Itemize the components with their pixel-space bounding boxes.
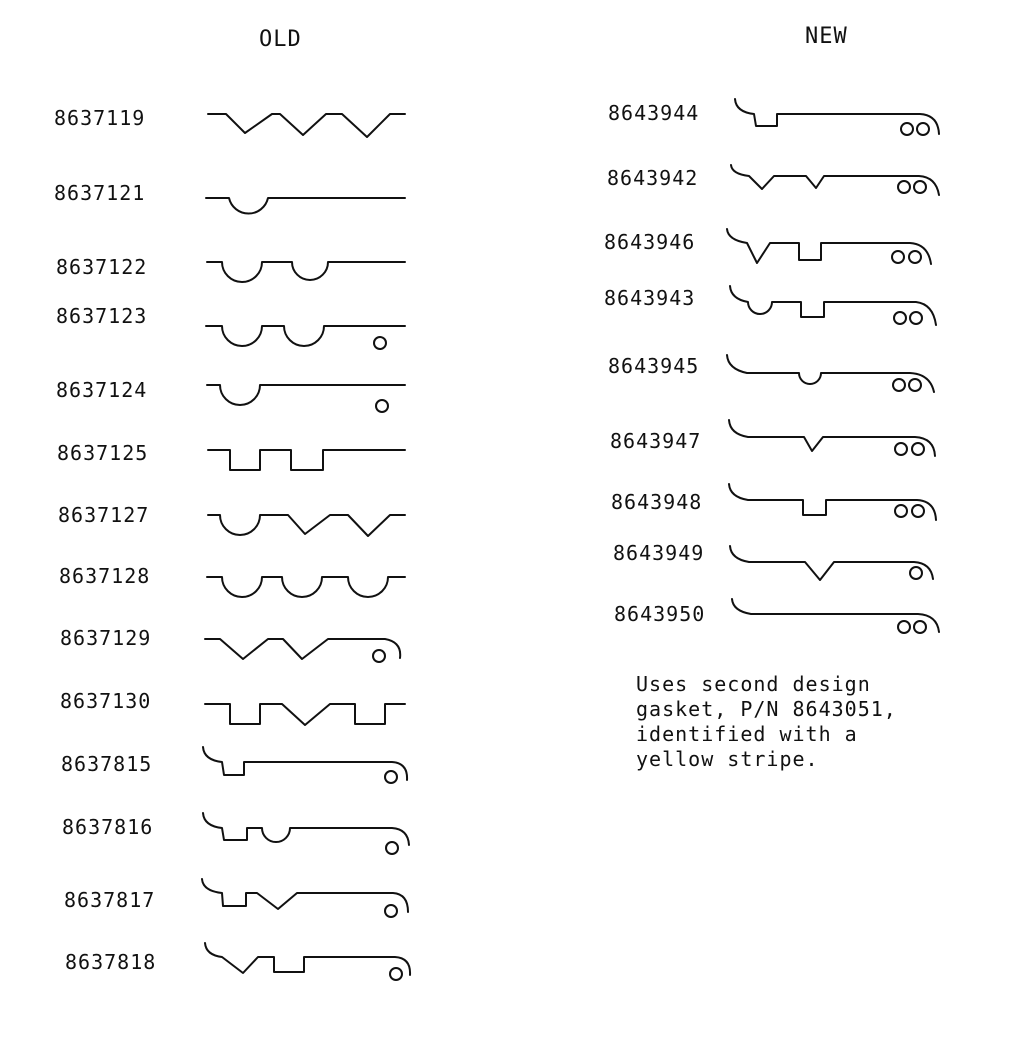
part-number-new-6: 8643947 <box>610 429 702 453</box>
part-number-old-2: 8637121 <box>54 181 146 205</box>
profile-new-8643949 <box>730 546 933 580</box>
part-number-old-3: 8637122 <box>56 255 148 279</box>
profile-old-8637128 <box>207 577 405 597</box>
part-number-old-10: 8637130 <box>60 689 152 713</box>
part-number-new-2: 8643942 <box>607 166 699 190</box>
part-number-old-14: 8637818 <box>65 950 157 974</box>
profile-new-8643944-dot-2 <box>917 123 929 135</box>
new-column-header: NEW <box>805 24 848 49</box>
part-number-old-4: 8637123 <box>56 304 148 328</box>
profile-new-8643943-dot-2 <box>910 312 922 324</box>
part-number-old-11: 8637815 <box>61 752 153 776</box>
part-number-old-7: 8637127 <box>58 503 150 527</box>
profile-new-8643944 <box>735 99 939 134</box>
part-number-new-1: 8643944 <box>608 101 700 125</box>
profile-new-8643945-dot-2 <box>909 379 921 391</box>
profile-new-8643942-dot-1 <box>898 181 910 193</box>
profile-new-8643947-dot-1 <box>895 443 907 455</box>
profile-old-8637121 <box>206 198 405 214</box>
part-number-new-7: 8643948 <box>611 490 703 514</box>
profile-new-8643945-dot-1 <box>893 379 905 391</box>
profile-new-8643950-dot-1 <box>898 621 910 633</box>
profile-old-8637129-dot <box>373 650 385 662</box>
part-number-new-3: 8643946 <box>604 230 696 254</box>
profile-new-8643948-dot-2 <box>912 505 924 517</box>
profile-old-8637818 <box>205 943 410 975</box>
profile-old-8637124 <box>207 385 405 405</box>
gasket-note: Uses second design gasket, P/N 8643051, identified with a yellow stripe. <box>636 672 897 771</box>
profile-old-8637816 <box>203 813 409 845</box>
part-number-old-13: 8637817 <box>64 888 156 912</box>
part-number-old-12: 8637816 <box>62 815 154 839</box>
profile-old-8637818-dot <box>390 968 402 980</box>
profile-new-8643950-dot-2 <box>914 621 926 633</box>
profile-new-8643948-dot-1 <box>895 505 907 517</box>
profile-old-8637119 <box>208 114 405 137</box>
part-number-old-5: 8637124 <box>56 378 148 402</box>
profile-new-8643942-dot-2 <box>914 181 926 193</box>
profile-new-8643946-dot-1 <box>892 251 904 263</box>
part-number-old-1: 8637119 <box>54 106 146 130</box>
part-number-old-8: 8637128 <box>59 564 151 588</box>
profile-old-8637122 <box>207 262 405 282</box>
profile-old-8637127 <box>208 515 405 536</box>
profile-new-8643946-dot-2 <box>909 251 921 263</box>
profile-old-8637124-dot <box>376 400 388 412</box>
profile-new-8643946 <box>727 229 931 264</box>
profile-new-8643943-dot-1 <box>894 312 906 324</box>
profile-old-8637130 <box>205 704 405 725</box>
profile-new-8643944-dot-1 <box>901 123 913 135</box>
part-number-new-4: 8643943 <box>604 286 696 310</box>
profile-old-8637815-dot <box>385 771 397 783</box>
profile-old-8637817 <box>202 879 408 912</box>
part-number-new-5: 8643945 <box>608 354 700 378</box>
part-number-new-8: 8643949 <box>613 541 705 565</box>
profile-old-8637125 <box>208 450 405 470</box>
profile-old-8637817-dot <box>385 905 397 917</box>
profile-old-8637123-dot <box>374 337 386 349</box>
profile-new-8643945 <box>727 355 934 392</box>
profile-old-8637129 <box>205 639 400 659</box>
profile-new-8643949-dot <box>910 567 922 579</box>
profile-new-8643947 <box>729 420 935 456</box>
part-number-old-6: 8637125 <box>57 441 149 465</box>
profile-old-8637123 <box>206 326 405 346</box>
profile-old-8637815 <box>203 747 407 780</box>
old-column-header: OLD <box>259 27 302 52</box>
profile-new-8643950 <box>732 599 939 632</box>
part-number-old-9: 8637129 <box>60 626 152 650</box>
profile-old-8637816-dot <box>386 842 398 854</box>
part-number-new-9: 8643950 <box>614 602 706 626</box>
profile-new-8643947-dot-2 <box>912 443 924 455</box>
